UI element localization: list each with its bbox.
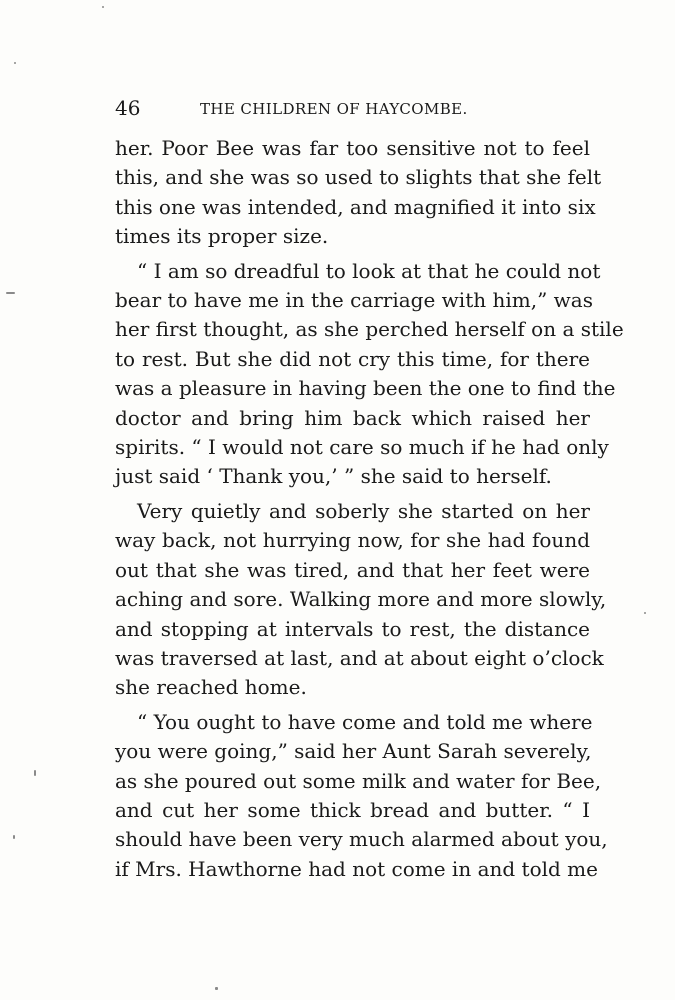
text-line: doctor and bring him back which raised her xyxy=(115,405,590,430)
text-line: as she poured out some milk and water for Bee, xyxy=(115,768,602,793)
scan-speck xyxy=(34,770,36,776)
text-line: “ I am so dreadful to look at that he could not xyxy=(137,258,601,283)
scan-speck xyxy=(102,6,104,8)
text-line: should have been very much alarmed about you, xyxy=(115,827,608,852)
text-line: her. Poor Bee was far too sensitive not to feel xyxy=(115,136,590,160)
text-line: “ You ought to have come and told me where xyxy=(137,709,593,734)
scan-speck xyxy=(6,292,15,294)
text-line: and stopping at intervals to rest, the distance xyxy=(115,616,590,641)
running-title: THE CHILDREN OF HAYCOMBE. xyxy=(200,100,468,118)
text-line: Very quietly and soberly she started on her xyxy=(137,498,590,523)
paragraph xyxy=(115,497,607,703)
text-line: just said ‘ Thank you,’ ” she said to herself. xyxy=(115,464,552,489)
text-line: way back, not hurrying now, for she had found xyxy=(115,528,590,553)
page-header xyxy=(115,96,590,122)
text-line: spirits. “ I would not care so much if he had only xyxy=(115,435,609,460)
text-line: you were going,” said her Aunt Sarah severely, xyxy=(115,739,592,764)
page-number: 46 xyxy=(115,96,141,120)
scan-speck xyxy=(215,987,218,990)
text-line: times its proper size. xyxy=(115,224,329,249)
text-line: bear to have me in the carriage with him,” was xyxy=(115,288,593,313)
text-line: she reached home. xyxy=(115,675,307,700)
text-line: was traversed at last, and at about eight o’clock xyxy=(115,645,604,670)
text-line: this one was intended, and magnified it into six xyxy=(115,194,596,219)
scan-speck xyxy=(14,62,16,64)
text-line: and cut her some thick bread and butter. “ I xyxy=(115,797,590,822)
text-line: if Mrs. Hawthorne had not come in and told me xyxy=(115,856,598,881)
text-line: to rest. But she did not cry this time, for there xyxy=(115,346,590,371)
paragraph xyxy=(115,708,608,884)
paragraph xyxy=(115,134,602,252)
text-line: was a pleasure in having been the one to find the xyxy=(115,376,616,401)
paragraph xyxy=(115,257,624,492)
scan-speck xyxy=(644,612,646,614)
text-line: out that she was tired, and that her feet were xyxy=(115,557,590,582)
page-body xyxy=(115,134,624,884)
text-line: this, and she was so used to slights that she felt xyxy=(115,165,602,190)
scan-speck xyxy=(13,835,15,839)
text-line: her first thought, as she perched herself on a stile xyxy=(115,317,624,342)
text-line: aching and sore. Walking more and more slowly, xyxy=(115,587,607,612)
